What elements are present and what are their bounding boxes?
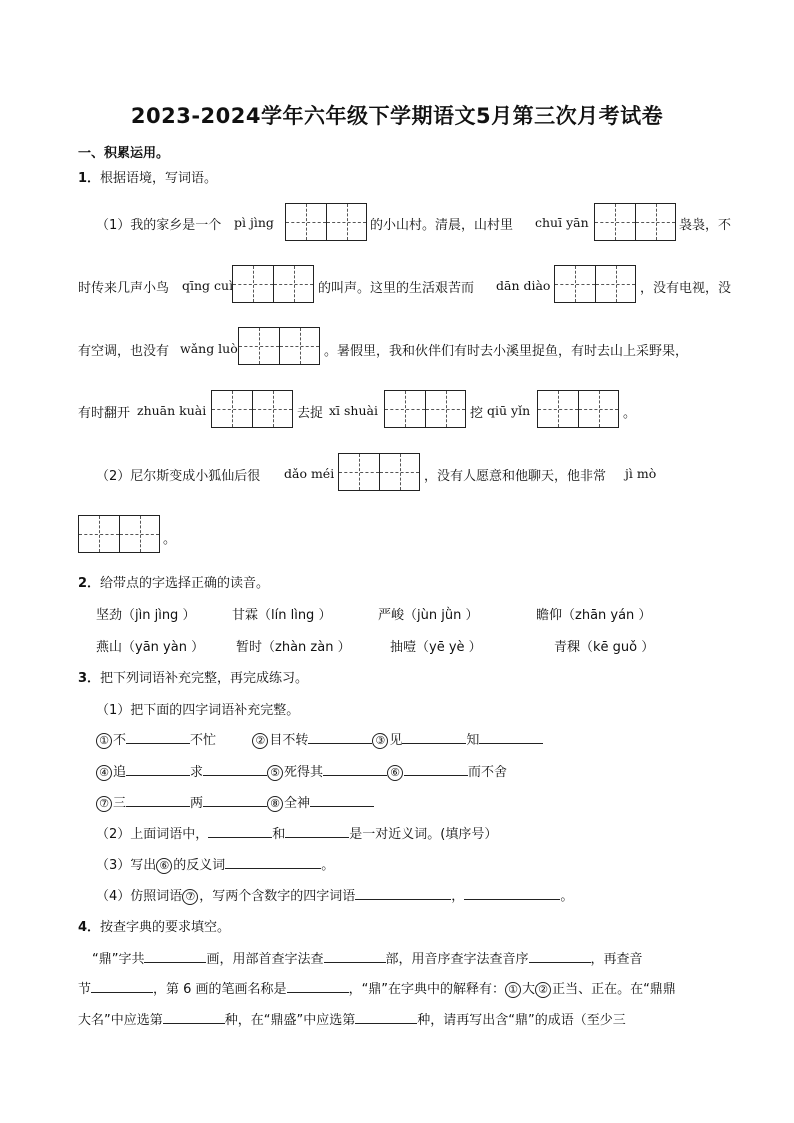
fill-blank[interactable] [208,823,272,838]
q1-text: （2）尼尔斯变成小狐仙后很 [96,469,261,484]
fill-blank[interactable] [355,1009,417,1024]
q1-text: 袅袅，不 [679,218,732,233]
item-number: ⑦ [182,889,198,905]
fill-blank[interactable] [529,948,591,963]
question-text: 给带点的字选择正确的读音。 [100,576,270,591]
fill-blank[interactable] [91,978,153,993]
q1-text: 有时翻开 [78,406,131,421]
pinyin-label: wǎng luò [180,341,238,356]
fill-blank[interactable] [308,729,372,744]
pinyin-label: qiū yǐn [487,403,531,418]
q1-text: （1）我的家乡是一个 [96,218,222,233]
fill-blank[interactable] [287,978,349,993]
item-number: ③ [372,733,388,749]
fill-blank[interactable] [144,948,206,963]
tianzige-answer-box[interactable] [285,203,367,241]
q3-sub-2: （2）上面词语中， 和 是一对近义词。(填序号） [96,823,497,842]
idiom-row: ④ 追 求 ⑤ 死得其 ⑥ 而不舍 [96,761,507,781]
q1-text: 挖 [470,406,484,421]
fill-blank[interactable] [203,761,267,776]
fill-blank[interactable] [404,761,468,776]
fill-blank[interactable] [225,854,321,869]
q4-line: 节 ，第 6 画的笔画名称是 ，“鼎”在字典中的解释有： ① 大 ② 正当、正在。在“鼎鼎 [78,978,676,998]
question-number: 3． [78,671,101,686]
pinyin-label: qīng cuì [182,278,234,293]
pronunciation-option[interactable]: 抽噎（yē yè ） [390,640,482,655]
tianzige-answer-box[interactable] [554,265,636,303]
item-number: ② [535,982,551,998]
tianzige-answer-box[interactable] [232,265,314,303]
fill-blank[interactable] [126,729,190,744]
fill-blank[interactable] [402,729,466,744]
question-2-prompt [78,572,269,591]
q1-text: 。 [163,532,177,547]
tianzige-answer-box[interactable] [384,390,466,428]
idiom-row: ① 不 不忙 ② 目不转 ③ 见 知 [96,729,543,749]
pronunciation-option[interactable]: 严峻（jùn jǜn ） [378,608,479,623]
item-number: ⑥ [387,765,403,781]
q1-text: 的叫声。这里的生活艰苦而 [318,281,475,296]
item-number: ⑦ [96,796,112,812]
question-number: 2． [78,576,101,591]
question-1-prompt [78,167,217,186]
q4-line: “鼎”字共 画，用部首查字法查 部，用音序查字法查音序 ，再查音 [92,948,643,967]
pinyin-label: pì jìng [234,215,274,230]
item-number: ① [96,733,112,749]
tianzige-answer-box[interactable] [594,203,676,241]
pronunciation-option[interactable]: 暂时（zhàn zàn ） [236,640,351,655]
tianzige-answer-box[interactable] [338,453,420,491]
item-number: ② [252,733,268,749]
fill-blank[interactable] [310,792,374,807]
pronunciation-option[interactable]: 瞻仰（zhān yán ） [536,608,652,623]
fill-blank[interactable] [126,761,190,776]
item-number: ⑧ [267,796,283,812]
tianzige-answer-box[interactable] [211,390,293,428]
q3-sub-1: （1）把下面的四字词语补充完整。 [96,703,300,718]
pronunciation-option[interactable]: 青稞（kē guǒ ） [554,640,655,655]
q1-text: 的小山村。清晨，山村里 [370,218,514,233]
fill-blank[interactable] [479,729,543,744]
idiom-row: ⑦ 三 两 ⑧ 全神 [96,792,374,812]
fill-blank[interactable] [324,948,386,963]
pinyin-label: dān diào [496,278,551,293]
item-number: ① [505,982,521,998]
page-title: 2023-2024学年六年级下学期语文5月第三次月考试卷 [130,104,664,128]
q1-text: ，没有电视，没 [640,281,732,296]
section-heading-1: 一、积累运用。 [78,146,170,161]
fill-blank[interactable] [285,823,349,838]
q1-text: 有空调，也没有 [78,344,170,359]
question-text: 按查字典的要求填空。 [100,920,231,935]
fill-blank[interactable] [126,792,190,807]
q3-sub-4: （4）仿照词语 ⑦ ，写两个含数字的四字词语 ， 。 [96,885,573,905]
q1-text: 时传来几声小鸟 [78,281,170,296]
q1-text: ，没有人愿意和他聊天，他非常 [424,469,607,484]
pinyin-label: zhuān kuài [137,403,207,418]
tianzige-answer-box[interactable] [78,515,160,553]
question-3-prompt [78,667,308,686]
tianzige-answer-box[interactable] [537,390,619,428]
fill-blank[interactable] [464,885,560,900]
fill-blank[interactable] [355,885,451,900]
q3-sub-3: （3）写出 ⑥ 的反义词 。 [96,854,334,874]
tianzige-answer-box[interactable] [238,327,320,365]
fill-blank[interactable] [323,761,387,776]
q1-text: 。暑假里，我和伙伴们有时去小溪里捉鱼，有时去山上采野果， [324,344,689,359]
question-4-prompt [78,916,230,935]
fill-blank[interactable] [163,1009,225,1024]
pinyin-label: chuī yān [535,215,589,230]
pronunciation-option[interactable]: 甘霖（lín lìng ） [232,608,332,623]
pronunciation-option[interactable]: 坚劲（jìn jìng ） [96,608,196,623]
pinyin-label: xī shuài [329,403,378,418]
pronunciation-option[interactable]: 燕山（yān yàn ） [96,640,205,655]
question-text: 把下列词语补充完整，再完成练习。 [100,671,309,686]
fill-blank[interactable] [203,792,267,807]
q4-line: 大名”中应选第 种，在“鼎盛”中应选第 种，请再写出含“鼎”的成语（至少三 [78,1009,626,1028]
question-text: 根据语境，写词语。 [100,171,218,186]
q1-text: 。 [623,406,637,421]
item-number: ⑤ [267,765,283,781]
question-number: 4． [78,920,101,935]
item-number: ④ [96,765,112,781]
q1-text: 去捉 [297,406,324,421]
question-number: 1． [78,171,101,186]
pinyin-label: dǎo méi [284,466,335,481]
item-number: ⑥ [156,858,172,874]
pinyin-label: jì mò [625,466,657,481]
